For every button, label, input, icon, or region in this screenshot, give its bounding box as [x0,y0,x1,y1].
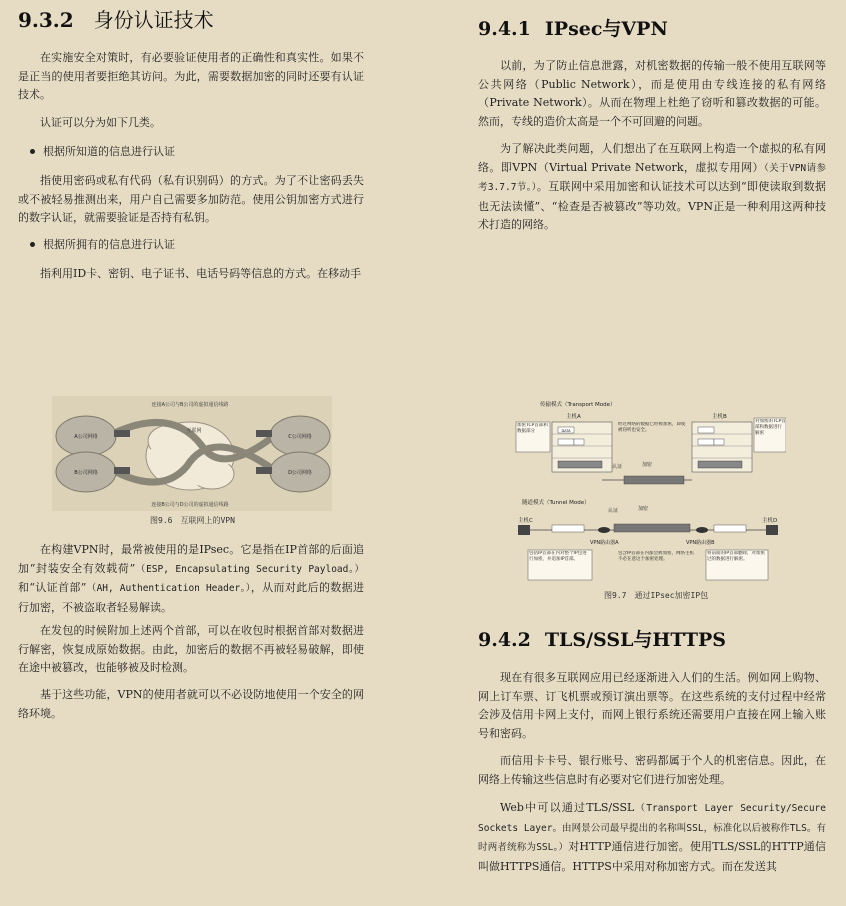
text-run: Web中可以通过TLS/SSL [500,801,635,814]
section-number: 9.4.1 [478,18,531,40]
paragraph: 而信用卡卡号、银行账号、密码都属于个人的机密信息。因此，在网络上传输这些信息时有必要对它们进行加密处理。 [478,754,826,786]
section-title: TLS/SSL与HTTPS [544,629,726,651]
section-heading-9-3-2 [18,4,214,33]
text-run: 。互联网中采用加密和认证技术可以达到“即使读取到数据也无法读懂”、“检查是否被篡改”等功效。VPN正是一种利用这两种技术打造的网络。 [478,180,826,231]
encrypt-label-2: 加密 [638,506,649,512]
bullet-dot-icon [30,149,35,154]
paragraph: 在发包的时候附加上述两个首部，可以在收包时根据首部对数据进行解密，恢复成原始数据。由此，加密后的数据不再被轻易破解，即使在途中被篡改，也能够被及时检测。 [18,624,364,674]
text-run-mono: （AH, Authentication Header。） [86,583,251,594]
note-tunnel-mid: 包含IP首部在内都会被加密，网络主机不必在意这个加密处理。 [618,551,695,562]
paragraph: 基于这些功能，VPN的使用者就可以不必设防地使用一个安全的网络环境。 [18,688,364,720]
auth-label-2: 认证 [608,508,619,514]
note-router-a: 包括IP首部在内对整个IP包进行加密，并追加IP首部。 [529,551,587,562]
fig1-c-label: C公司网络 [288,434,312,440]
transport-mode-label: 传输模式（Transport Mode） [540,402,616,408]
figure-vpn-internet [52,396,332,511]
host-d-label: 主机D [762,518,778,524]
bullet-text: 根据所拥有的信息进行认证 [43,238,175,251]
bullet-text: 根据所知道的信息进行认证 [43,145,175,158]
section-number: 9.3.2 [18,8,74,32]
text-run: 对HTTP通信进行加密。使用TLS/SSL的HTTP通信叫做HTTPS通信。HTTPS中采用对称加密方式。而在发送其 [478,840,826,873]
bullet-item [18,143,175,161]
paragraph: 认证可以分为如下几类。 [40,116,161,129]
fig1-d-label: D公司网络 [288,470,312,476]
section-title: 身份认证技术 [93,8,214,32]
fig1-b-label: B公司网络 [74,470,98,476]
text-run: ，从而对此后的数据进行加密，不被盗取者轻易解读。 [18,581,364,614]
host-a-label: 主机A [566,414,581,420]
router-b-label: VPN路由器B [686,540,715,546]
figure-ipsec-modes [514,398,786,584]
paragraph [478,799,826,876]
figure-caption: 图9.7 通过IPsec加密IP包 [604,591,709,600]
fig1-bottom-label: 连接B公司与D公司的虚拟通信线路 [151,502,229,508]
section-title: IPsec与VPN [544,18,668,40]
note-host-a: 加密TCP首部和数据部分 [517,423,548,434]
figure-caption: 图9.6 互联网上的VPN [150,516,235,525]
text-run: 在构建VPN时，最常被使用的是IPsec。它是指在IP首部的后面追加“封装安全有效载荷” [18,543,364,575]
fig1-top-label: 连接A公司与B公司的虚拟通信线路 [151,402,229,408]
note-router-b: 将前面的IP首部删除，对加密过的数据进行解密。 [707,551,766,562]
text-run: 为了解决此类问题，人们想出了在互联网上构造一个虚拟的私有网络。即VPN（Virtual Private Network，虚拟专用网） [478,142,826,174]
fig1-a-label: A公司网络 [74,434,98,440]
text-run-mono: （ESP, Encapsulating Security Payload。） [135,563,364,575]
fig1-internet-label: 互联网 [186,428,202,434]
section-number: 9.4.2 [478,629,531,651]
router-a-label: VPN路由器A [590,540,619,546]
paragraph: 现在有很多互联网应用已经逐渐进入人们的生活。例如网上购物、网上订车票、订飞机票或预订演出票等。在这些系统的支付过程中经常会涉及信用卡网上支付，而网上银行系统还需要用户直接在网上输入账号和密码。 [478,671,826,740]
encrypt-label: 加密 [642,462,653,468]
paragraph [18,541,364,617]
auth-label: 认证 [612,464,623,470]
note-host-b: 对加密的TCP首部和数据进行解密 [755,419,786,436]
paragraph: 以前，为了防止信息泄露，对机密数据的传输一般不使用互联网等公共网络（Public Network），而是使用由专线连接的私有网络（Private Network）。从而在物理上杜绝了窃听和篡改数据的可能。然而，专线的造价太高是一个不可回避的问题。 [478,59,826,128]
text-run-mono: （Transport Layer Security/Secure Sockets Layer。由网景公司最早提出的名称叫SSL，标准化以后被称作TLS。有时两者统称为SSL。） [478,803,826,853]
section-heading-9-4-2 [478,625,726,652]
paragraph [478,140,826,235]
host-b-label: 主机B [712,414,727,420]
bullet-dot-icon [30,242,35,247]
paragraph: 指利用ID卡、密钥、电子证书、电话号码等信息的方式。在移动手 [40,267,362,280]
data-block-label: DATA [561,429,571,433]
text-run: 和“认证首部” [18,581,87,594]
bullet-item [18,236,175,254]
section-heading-9-4-1 [478,14,668,41]
tunnel-mode-label: 隧道模式（Tunnel Mode） [522,500,590,506]
text-run-mono: （关于VPN请参考3.7.7节。） [478,162,826,193]
paragraph: 在实施安全对策时，有必要验证使用者的正确性和真实性。如果不是正当的使用者要拒绝其访问。为此，需要数据加密的同时还要有认证技术。 [18,51,364,101]
paragraph: 指使用密码或私有代码（私有识别码）的方式。为了不让密码丢失或不被轻易推测出来，用户自己需要多加防范。使用公钥加密方式进行的数字认证，就需要验证是否持有私钥。 [18,174,364,224]
note-transport-mid: 经过网络的数据已经被加密，即使被窃听也安全。 [618,422,686,433]
host-c-label: 主机C [518,518,533,524]
